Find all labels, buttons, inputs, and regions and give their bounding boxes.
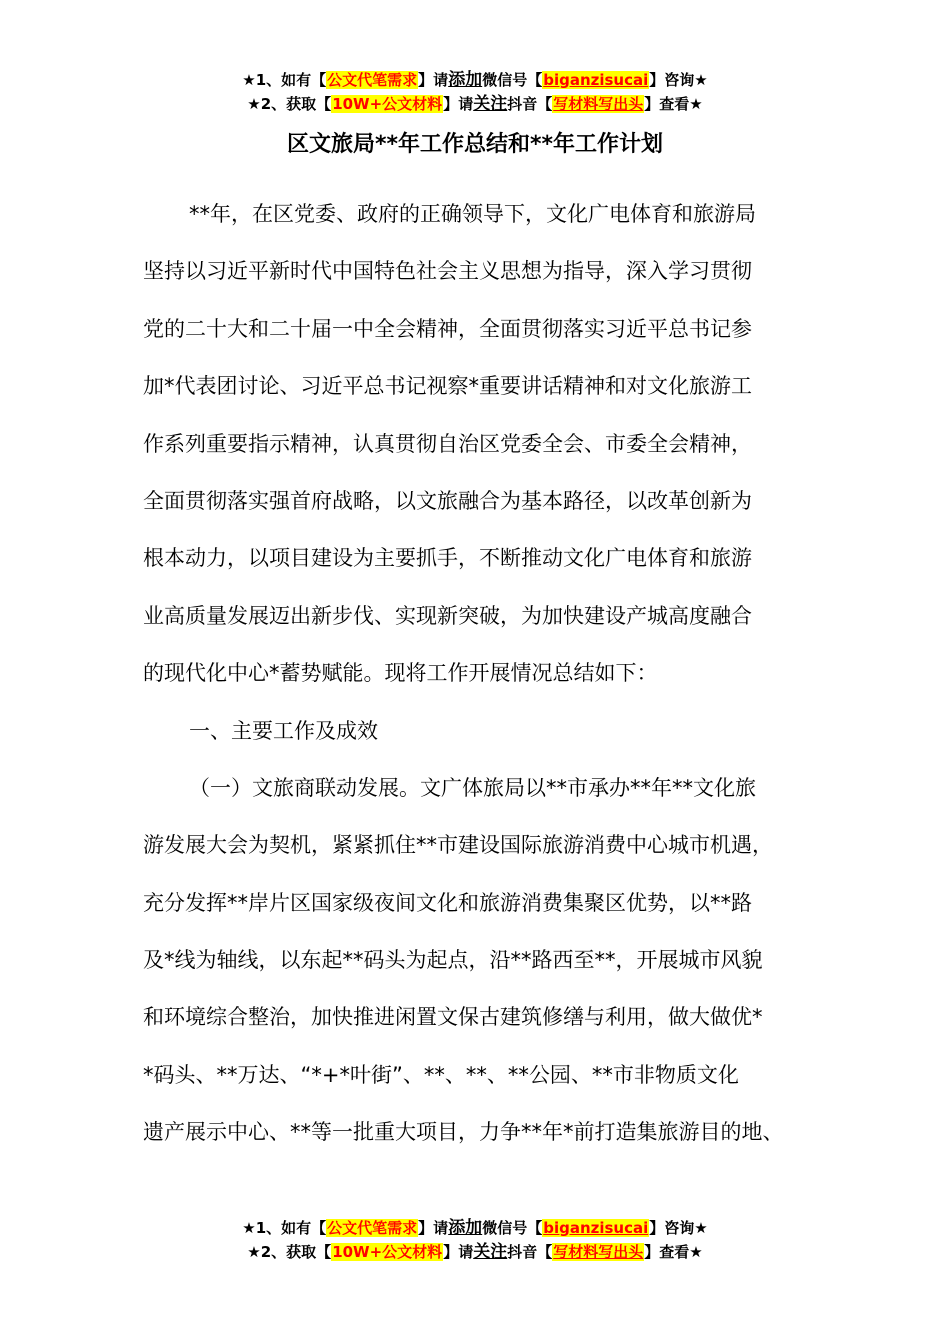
paragraph-line: 充分发挥**岸片区国家级夜间文化和旅游消费集聚区优势，以**路 bbox=[143, 890, 752, 915]
paragraph-line: *码头、**万达、“*+*叶街”、**、**、**公园、**市非物质文化 bbox=[143, 1062, 739, 1087]
paragraph-line: 的现代化中心*蓄势赋能。现将工作开展情况总结如下： bbox=[143, 661, 658, 686]
highlight-materials: 10W+公文材料 bbox=[332, 1243, 443, 1261]
paragraph-line: 游发展大会为契机，紧紧抓住**市建设国际旅游消费中心城市机遇， bbox=[143, 833, 773, 858]
paragraph-line: 全面贯彻落实强首府战略，以文旅融合为基本路径，以改革创新为 bbox=[143, 488, 752, 513]
highlight-wechat-id: biganzisucai bbox=[543, 71, 649, 89]
paragraph-line: 业高质量发展迈出新步伐、实现新突破，为加快建设产城高度融合 bbox=[143, 603, 752, 628]
highlight-materials: 10W+公文材料 bbox=[332, 95, 443, 113]
paragraph-line: 党的二十大和二十届一中全会精神，全面贯彻落实习近平总书记参 bbox=[143, 316, 752, 341]
paragraph-line: 和环境综合整治，加快推进闲置文保古建筑修缮与利用，做大做优* bbox=[143, 1005, 763, 1030]
paragraph-line: **年，在区党委、政府的正确领导下，文化广电体育和旅游局 bbox=[189, 202, 756, 226]
document-title: 区文旅局**年工作总结和**年工作计划 bbox=[286, 132, 664, 157]
highlight-writing-service: 公文代笔需求 bbox=[327, 1219, 418, 1237]
paragraph-line: 根本动力，以项目建设为主要抓手，不断推动文化广电体育和旅游 bbox=[143, 546, 752, 571]
section-heading: 一、主要工作及成效 bbox=[189, 718, 378, 743]
paragraph-line: 遗产展示中心、**等一批重大项目，力争**年*前打造集旅游目的地、 bbox=[143, 1120, 784, 1145]
document-body bbox=[143, 186, 813, 1162]
promo-banner-bottom bbox=[0, 1216, 950, 1264]
paragraph-line: 加*代表团讨论、习近平总书记视察*重要讲话精神和对文化旅游工 bbox=[143, 374, 752, 399]
highlight-wechat-id: biganzisucai bbox=[543, 1219, 649, 1237]
promo-banner-top bbox=[0, 68, 950, 116]
paragraph-line: （一）文旅商联动发展。文广体旅局以**市承办**年**文化旅 bbox=[189, 775, 756, 800]
promo-line-2: ★2、获取【10W+公文材料】请关注抖音【写材料写出头】查看★ bbox=[247, 1242, 703, 1262]
paragraph-line: 作系列重要指示精神，认真贯彻自治区党委全会、市委全会精神， bbox=[143, 431, 752, 456]
paragraph-line: 及*线为轴线，以东起**码头为起点，沿**路西至**，开展城市风貌 bbox=[143, 948, 763, 973]
promo-line-1: ★1、如有【公文代笔需求】请添加微信号【biganzisucai】咨询★ bbox=[242, 1218, 708, 1238]
highlight-douyin-account: 写材料写出头 bbox=[553, 95, 644, 113]
highlight-writing-service: 公文代笔需求 bbox=[327, 71, 418, 89]
highlight-douyin-account: 写材料写出头 bbox=[553, 1243, 644, 1261]
promo-line-2: ★2、获取【10W+公文材料】请关注抖音【写材料写出头】查看★ bbox=[247, 94, 703, 114]
promo-line-1: ★1、如有【公文代笔需求】请添加微信号【biganzisucai】咨询★ bbox=[242, 70, 708, 90]
paragraph-line: 坚持以习近平新时代中国特色社会主义思想为指导，深入学习贯彻 bbox=[143, 259, 752, 284]
